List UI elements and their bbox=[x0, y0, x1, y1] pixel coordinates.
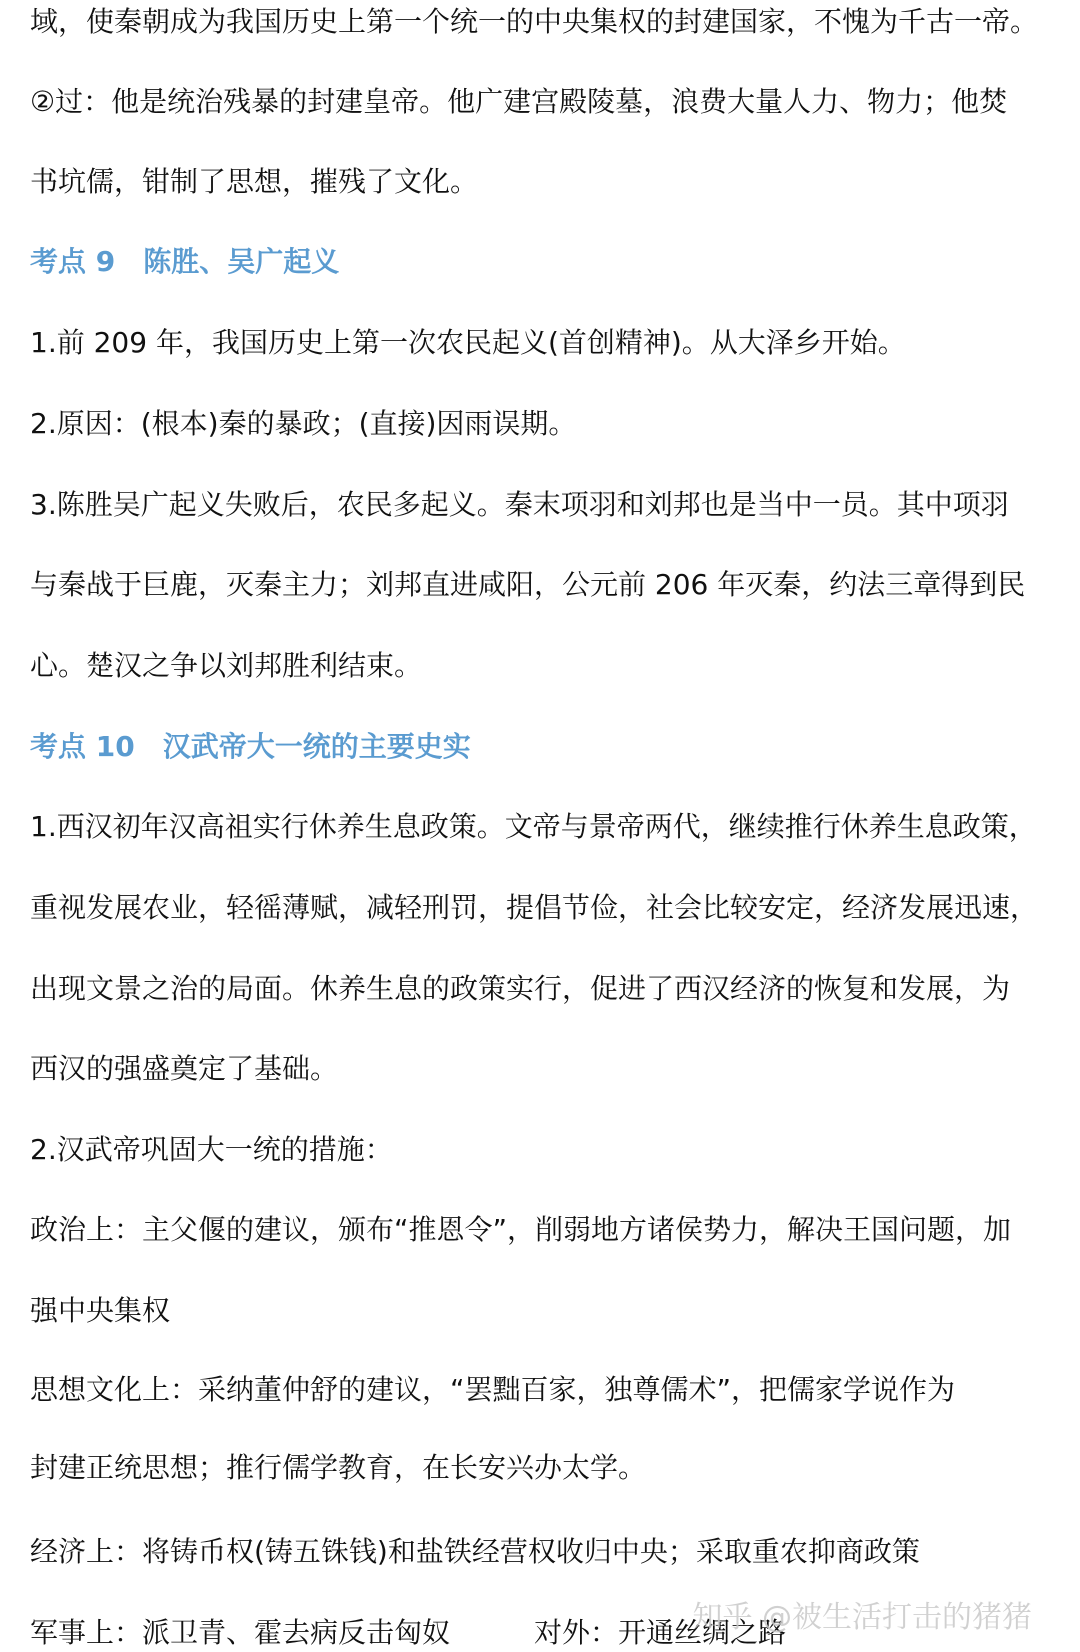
paragraph-line: 思想文化上：采纳董仲舒的建议，“罢黜百家，独尊儒术”，把儒家学说作为 bbox=[30, 1373, 956, 1406]
paragraph-line: 心。楚汉之争以刘邦胜利结束。 bbox=[30, 649, 423, 682]
paragraph-line: 重视发展农业，轻徭薄赋，减轻刑罚，提倡节俭，社会比较安定，经济发展迅速， bbox=[30, 891, 1039, 924]
paragraph-line: 书坑儒，钳制了思想，摧残了文化。 bbox=[30, 165, 479, 198]
paragraph-line: 封建正统思想；推行儒学教育，在长安兴办太学。 bbox=[30, 1451, 647, 1484]
paragraph-line: 2.原因：(根本)秦的暴政；(直接)因雨误期。 bbox=[30, 407, 577, 440]
section-heading: 考点 10 汉武帝大一统的主要史实 bbox=[30, 730, 471, 763]
paragraph-line: 强中央集权 bbox=[30, 1294, 171, 1327]
paragraph-line: ②过：他是统治残暴的封建皇帝。他广建宫殿陵墓，浪费大量人力、物力；他焚 bbox=[30, 85, 1008, 118]
watermark: 知乎 @被生活打击的猪猪 bbox=[692, 1600, 1032, 1635]
paragraph-line: 3.陈胜吴广起义失败后，农民多起义。秦末项羽和刘邦也是当中一员。其中项羽 bbox=[30, 488, 1009, 521]
paragraph-line: 1.前 209 年，我国历史上第一次农民起义(首创精神)。从大泽乡开始。 bbox=[30, 326, 906, 359]
paragraph-line: 西汉的强盛奠定了基础。 bbox=[30, 1052, 339, 1085]
paragraph-line: 2.汉武帝巩固大一统的措施： bbox=[30, 1133, 393, 1166]
paragraph-line: 1.西汉初年汉高祖实行休养生息政策。文帝与景帝两代，继续推行休养生息政策， bbox=[30, 810, 1037, 843]
section-heading: 考点 9 陈胜、吴广起义 bbox=[30, 245, 340, 278]
paragraph-line: 与秦战于巨鹿，灭秦主力；刘邦直进咸阳，公元前 206 年灭秦，约法三章得到民 bbox=[30, 568, 1026, 601]
paragraph-line: 政治上：主父偃的建议，颁布“推恩令”，削弱地方诸侯势力，解决王国问题，加 bbox=[30, 1213, 1012, 1246]
paragraph-line: 军事上：派卫青、霍去病反击匈奴 对外：开通丝绸之路 bbox=[30, 1616, 787, 1649]
paragraph-line: 经济上：将铸币权(铸五铢钱)和盐铁经营权收归中央；采取重农抑商政策 bbox=[30, 1535, 920, 1568]
paragraph-line: 出现文景之治的局面。休养生息的政策实行，促进了西汉经济的恢复和发展，为 bbox=[30, 972, 1011, 1005]
paragraph-line: 域，使秦朝成为我国历史上第一个统一的中央集权的封建国家，不愧为千古一帝。 bbox=[30, 5, 1039, 38]
